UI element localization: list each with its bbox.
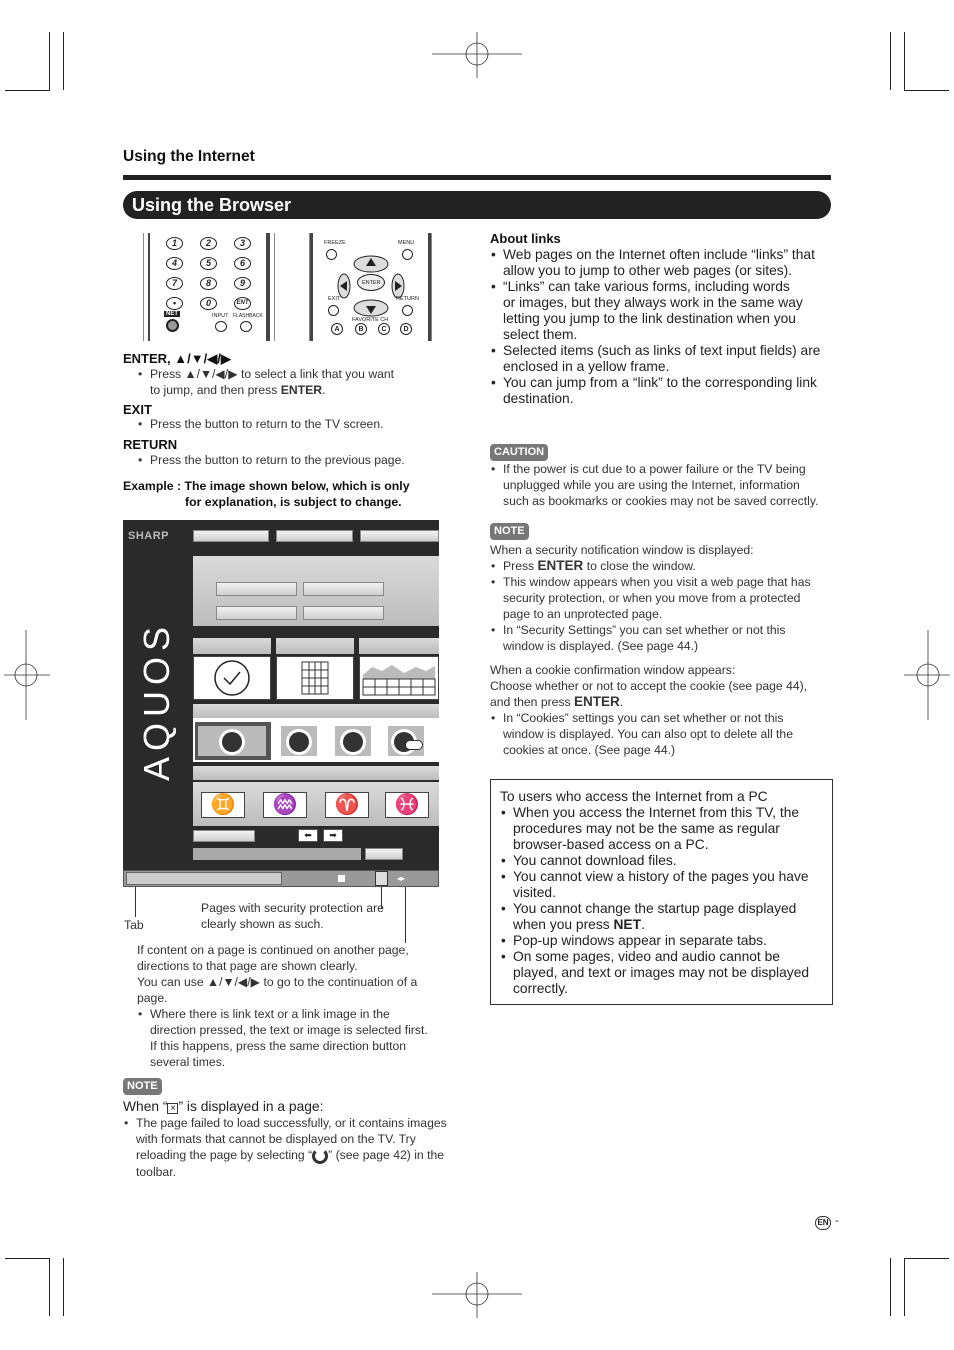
security-label-line-2: clearly shown as such. [201,917,324,931]
zodiac-aquarius-icon: ♒ [263,792,307,818]
crop-mark [890,32,891,90]
return-text-item: • Press the button to return to the previous page. [137,452,437,468]
exit-text-item: • Press the button to return to the TV screen. [137,416,437,432]
caution-badge: CAUTION [490,444,548,461]
security-window-item: • This window appears when you visit a web page that has security protection, or when you move from a protected page to an unprotected page. [490,574,835,622]
example-line-2: for explanation, is subject to change. [185,495,402,509]
crop-mark [904,1258,905,1316]
cookie-intro-2: Choose whether or not to accept the cookie (see page 44), [490,679,808,693]
return-text [137,452,437,468]
zodiac-aries-icon: ♈ [325,792,369,818]
enter-text-line-1: Press ▲/▼/◀/▶ to select a link that you want [150,367,395,381]
cookie-settings-item: • In “Cookies” settings you can set whether or not this window is displayed. You can also opt to delete all the cookies at once. (See page 44.) [490,710,835,758]
direction-arrows-icon: ◂▸ [396,874,406,883]
crop-mark [49,1258,50,1316]
crop-mark [890,1258,891,1316]
status-square-icon [338,875,345,882]
menu-pill [303,582,384,596]
tab-label: Tab [124,918,144,932]
zodiac-pisces-icon: ♓ [385,792,429,818]
crop-mark [63,32,64,90]
continuation-line-4: page. [137,991,168,1005]
back-arrow-icon: ⬅ [298,829,318,842]
pc-item-4: • You cannot change the startup page displayed when you press NET. [500,901,823,933]
security-label-line-1: Pages with security protection are [201,901,384,915]
crop-mark [904,1258,949,1259]
button-a: A [331,323,343,335]
cookie-intro-3: and then press ENTER. [490,694,624,709]
about-item-1: • Web pages on the Internet often include “links” that allow you to jump to other web pages (or sites). [490,247,835,279]
page-title: Using the Browser [123,191,831,219]
continuation-line-3: You can use ▲/▼/◀/▶ to go to the continuation of a [137,975,418,989]
callout-line-arrows [405,887,406,943]
about-links-list [490,247,835,407]
page-dash: - [835,1215,839,1227]
sun-icon [289,732,309,752]
return-label: RETURN [396,296,419,302]
toolbar-field [193,530,269,542]
widget-header [276,638,354,654]
example-line-1: Example : The image shown below, which is only [123,479,410,493]
return-button-icon [402,305,413,316]
security-settings-item: • In “Security Settings” you can set whether or not this window is displayed. (See page 44.) [490,622,835,654]
sun-icon [343,732,363,752]
favorite-label: FAVORITE CH [352,317,389,323]
security-intro: When a security notification window is displayed: [490,543,754,557]
exit-label: EXIT [328,296,341,302]
pc-item-6: • On some pages, video and audio cannot be played, and text or images may not be displayed correctly. [500,949,823,997]
section-rule [123,175,831,180]
button-c: C [378,323,390,335]
remote-button-2: 2 [200,237,217,250]
flashback-label: FLASHBACK [233,313,263,319]
horoscope-header [193,766,439,780]
enter-label: ENTER [362,280,381,286]
toolbar-field [360,530,439,542]
aquos-brand: AQUOS [136,620,177,781]
freeze-label: FREEZE [324,240,346,246]
pc-item-3: • You cannot view a history of the pages you have visited. [500,869,823,901]
search-field [193,848,361,860]
button-d: D [400,323,412,335]
calendar-widget [276,656,354,700]
pc-item-1: • When you access the Internet from this TV, the procedures may not be the same as regular browser-based access on a PC. [500,805,823,853]
sharp-logo: SHARP [128,530,170,542]
menu-label: MENU [398,240,415,246]
pc-box-title: To users who access the Internet from a PC [500,789,768,804]
enter-text-line-2: to jump, and then press [150,383,281,397]
enter-heading: ENTER, ▲/▼/◀/▶ [123,351,231,366]
reload-icon [312,1148,328,1164]
when-text-a: When “ [123,1099,168,1114]
registration-mark-icon [432,1272,522,1318]
clock-icon [194,657,270,699]
failed-line-1: • The page failed to load successfully, or it contains images [136,1116,447,1130]
remote-button-ent: ENT [234,297,251,310]
net-button-icon [166,319,179,332]
crop-mark [904,90,949,91]
continuation-line-2: directions to that page are shown clearly. [137,959,358,973]
crop-mark [5,90,50,91]
weather-header [193,704,439,718]
exit-button-icon [328,305,339,316]
broken-image-icon: × [167,1103,178,1114]
continuation-line-1: If content on a page is continued on another page, [137,943,409,957]
search-button [365,848,403,860]
flashback-button-icon [240,321,252,332]
menu-pill [303,606,384,620]
callout-line-tab [135,887,136,917]
remote-button-4: 4 [166,257,183,270]
button-b: B [355,323,367,335]
registration-mark-icon [904,630,950,720]
about-item-3: • Selected items (such as links of text input fields) are enclosed in a yellow frame. [490,343,835,375]
remote-button-5: 5 [200,257,217,270]
remote-button-8: 8 [200,277,217,290]
about-links-heading: About links [490,231,561,246]
when-text-b: ” is displayed in a page: [178,1099,324,1114]
crop-mark [49,32,50,90]
language-badge: EN [815,1216,831,1230]
crop-mark [5,1258,50,1259]
page-nav-pill [193,830,255,842]
cookie-intro-1: When a cookie confirmation window appears: [490,663,736,677]
pc-item-2: • You cannot download files. [500,853,823,869]
failed-line-4: toolbar. [136,1164,176,1179]
enter-text [137,366,437,398]
clock-widget [193,656,271,700]
caution-text: • If the power is cut due to a power failure or the TV being unplugged while you are using the Internet, information such as bookmarks or cookies may not be saved correctly. [490,461,835,509]
remote-button-9: 9 [234,277,251,290]
failed-line-2: with formats that cannot be displayed on the TV. Try [136,1132,416,1146]
continuation-text [137,942,447,1070]
failed-line-3b: ” (see page 42) in the [328,1148,445,1162]
pc-item-5: • Pop-up windows appear in separate tabs. [500,933,823,949]
sun-icon [222,732,242,752]
remote-button-7: 7 [166,277,183,290]
where-line-4: several times. [150,1055,226,1069]
input-button-icon [215,321,227,332]
calendar-icon [277,657,353,699]
return-heading: RETURN [123,437,178,452]
where-line-2: direction pressed, the text or image is selected first. [150,1023,428,1037]
security-press-item: • Press ENTER to close the window. [490,558,835,574]
example-caption [123,478,410,510]
zodiac-gemini-icon: ♊ [201,792,245,818]
remote-navigation-image [309,233,432,341]
menu-pill [216,606,297,620]
where-line-1: • Where there is link text or a link image in the [150,1007,390,1021]
about-item-2: • “Links” can take various forms, including words or images, but they always work in the same way letting you jump to the link destination when you select them. [490,279,835,343]
section-title: Using the Internet [123,148,255,165]
failed-line-3a: reloading the page by selecting “ [136,1148,313,1162]
widget-header [193,638,271,654]
forward-arrow-icon: ➡ [323,829,343,842]
registration-mark-icon [4,630,50,720]
remote-button-dot: • [166,297,183,310]
failed-text [123,1115,463,1180]
remote-keypad-image [143,233,275,341]
remote-button-6: 6 [234,257,251,270]
widget-header [359,638,439,654]
security-label [201,900,401,932]
security-notes [490,542,835,758]
security-lock-icon [375,871,388,886]
note-badge: NOTE [490,523,529,540]
note-badge: NOTE [123,1078,162,1095]
exit-text [137,416,437,432]
crop-mark [63,1258,64,1316]
crop-mark [904,32,905,90]
menu-pill [216,582,297,596]
cloud-icon [405,740,423,750]
toolbar-field [276,530,353,542]
graph-widget [359,656,439,700]
enter-text-period: . [322,383,326,397]
browser-screen-illustration [123,520,439,887]
remote-button-0: 0 [200,297,217,310]
about-item-4: • You can jump from a “link” to the corresponding link destination. [490,375,835,407]
pc-users-box [490,779,833,1005]
exit-heading: EXIT [123,402,152,417]
when-icon-text [123,1099,323,1115]
registration-mark-icon [432,32,522,78]
remote-button-3: 3 [234,237,251,250]
where-line-3: If this happens, press the same direction button [150,1039,407,1053]
enter-word: ENTER [280,383,323,397]
remote-button-1: 1 [166,237,183,250]
net-button-label: NET [166,311,178,317]
graph-icon [360,657,438,699]
browser-tab [126,872,282,885]
input-label: INPUT [212,313,229,319]
